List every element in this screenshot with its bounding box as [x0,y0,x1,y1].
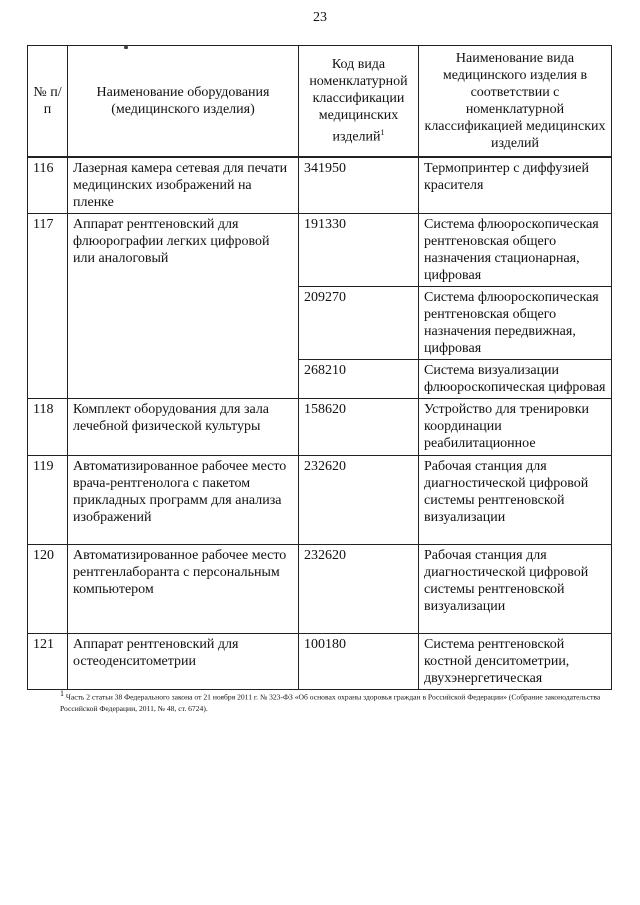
row-kind: Система рентгеновской костной денситометрии, двухэнергетическая [419,634,612,690]
table-row [28,634,612,690]
page-number: 23 [313,10,327,25]
row-num: 121 [28,634,68,690]
row-equipment-name: Комплект оборудования для зала лечебной физической культуры [68,399,299,456]
header-code [299,46,419,158]
row-code: 341950 [299,157,419,214]
row-equipment-name: Аппарат рентгеновский для флюорографии легких цифровой или аналоговый [68,214,299,399]
row-kind: Термопринтер с диффузией красителя [419,157,612,214]
row-num: 116 [28,157,68,214]
row-num: 120 [28,545,68,634]
header-num: № п/п [28,46,68,158]
table-row [28,214,612,287]
row-num: 117 [28,214,68,399]
row-kind: Система флюороскопическая рентгеновская общего назначения передвижная, цифровая [419,287,612,360]
table-row [28,399,612,456]
row-kind: Рабочая станция для диагностической цифровой системы рентгеновской визуализации [419,545,612,634]
equipment-table [27,45,612,690]
footnote-text: Часть 2 статьи 38 Федерального закона от 21 ноября 2011 г. № 323-ФЗ «Об основах охраны здоровья граждан в Российской Федерации» (Собрание законодательства Российской Федерации, 2011, № 48, ст. 6724). [60,692,601,713]
row-code: 100180 [299,634,419,690]
header-name: Наименование оборудования (медицинского изделия) [68,46,299,158]
header-kind: Наименование вида медицинского изделия в соответствии с номенклатурной классификацией медицинских изделий [419,46,612,158]
table-row [28,456,612,545]
row-kind: Рабочая станция для диагностической цифровой системы рентгеновской визуализации [419,456,612,545]
footnote-mark: 1 [60,689,64,698]
row-code: 268210 [299,360,419,399]
row-equipment-name: Аппарат рентгеновский для остеоденситометрии [68,634,299,690]
row-kind: Система визуализации флюороскопическая цифровая [419,360,612,399]
row-equipment-name: Автоматизированное рабочее место рентгенлаборанта с персональным компьютером [68,545,299,634]
row-code: 191330 [299,214,419,287]
header-code-footnote-mark: 1 [380,128,385,138]
row-code: 232620 [299,456,419,545]
row-equipment-name: Лазерная камера сетевая для печати медицинских изображений на пленке [68,157,299,214]
row-code: 232620 [299,545,419,634]
row-num: 118 [28,399,68,456]
table-row [28,545,612,634]
header-code-text: Код вида номенклатурной классификации медицинских изделий [309,57,408,145]
table-row [28,157,612,214]
row-kind: Система флюороскопическая рентгеновская общего назначения стационарная, цифровая [419,214,612,287]
table-header-row [28,46,612,158]
row-num: 119 [28,456,68,545]
row-code: 209270 [299,287,419,360]
row-code: 158620 [299,399,419,456]
row-equipment-name: Автоматизированное рабочее место врача-рентгенолога с пакетом прикладных программ для анализа изображений [68,456,299,545]
row-kind: Устройство для тренировки координации реабилитационное [419,399,612,456]
footnote [60,688,610,714]
